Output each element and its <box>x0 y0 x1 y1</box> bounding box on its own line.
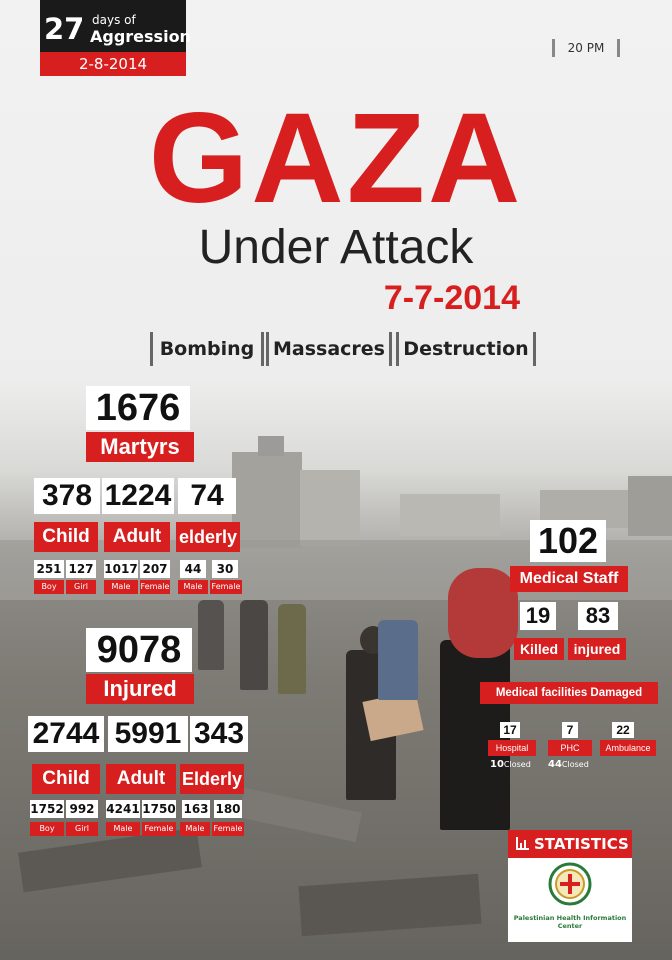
hospital-closed <box>490 758 531 772</box>
days-label: days of <box>92 13 136 27</box>
martyrs-elderly-female-count: 30 <box>212 560 238 578</box>
injured-elderly-count: 343 <box>190 716 248 752</box>
days-counter <box>40 0 191 52</box>
medical-killed-label: Killed <box>514 638 564 660</box>
martyrs-label: Martyrs <box>86 432 194 462</box>
martyrs-boy-label: Boy <box>34 580 64 594</box>
martyrs-adult-male-label: Male <box>104 580 138 594</box>
ambulance-label: Ambulance <box>600 740 656 756</box>
injured-girl-label: Girl <box>66 822 98 836</box>
injured-elderly-male-label: Male <box>180 822 210 836</box>
phc-count: 7 <box>562 722 578 738</box>
phc-closed <box>548 758 589 772</box>
injured-girl-count: 992 <box>66 800 98 818</box>
chart-icon <box>516 831 530 859</box>
hospital-label: Hospital <box>488 740 536 756</box>
main-title: GAZA <box>148 87 524 230</box>
injured-adult-male-count: 4241 <box>106 802 140 816</box>
martyrs-adult-label: Adult <box>104 522 170 552</box>
days-count: 27 <box>44 12 85 46</box>
tag-destruction: Destruction <box>396 332 536 366</box>
martyrs-elderly-male-label: Male <box>178 580 208 594</box>
subtitle: Under Attack <box>198 221 474 274</box>
hospital-count: 17 <box>500 722 520 738</box>
injured-child-count: 2744 <box>28 716 104 752</box>
martyrs-total: 1676 <box>86 386 190 430</box>
medical-label: Medical Staff <box>510 566 628 592</box>
statistics-label: STATISTICS <box>534 835 629 853</box>
hospital-closed-count: 10 <box>490 759 504 770</box>
martyrs-child-count: 378 <box>34 478 100 514</box>
martyrs-adult-female-label: Female <box>140 580 170 594</box>
tag-massacres: Massacres <box>266 332 392 366</box>
martyrs-elderly-female-label: Female <box>210 580 242 594</box>
injured-boy-label: Boy <box>30 822 64 836</box>
phc-closed-label: Closed <box>561 760 589 769</box>
medical-killed-count: 19 <box>520 602 556 630</box>
martyrs-adult-female-count: 207 <box>140 560 170 578</box>
phc-label: PHC <box>548 740 592 756</box>
martyrs-elderly-label: elderly <box>176 522 240 552</box>
ambulance-count: 22 <box>612 722 634 738</box>
injured-adult-female-count: 1750 <box>142 802 176 816</box>
martyrs-elderly-male-count: 44 <box>180 560 206 578</box>
start-date: 7-7-2014 <box>383 279 520 317</box>
aggression-label: Aggression <box>90 27 191 46</box>
martyrs-adult-male-count: 1017 <box>104 562 138 576</box>
martyrs-adult-count: 1224 <box>102 478 174 514</box>
injured-elderly-male-count: 163 <box>183 802 209 816</box>
injured-elderly-female-label: Female <box>212 822 244 836</box>
injured-adult-count: 5991 <box>108 716 188 752</box>
injured-adult-male-label: Male <box>106 822 140 836</box>
time-label: 20 PM <box>552 39 620 57</box>
center-name: Palestinian Health Information Center <box>513 914 627 930</box>
injured-adult-female-label: Female <box>142 822 176 836</box>
injured-elderly-label: Elderly <box>180 764 244 794</box>
current-date: 2-8-2014 <box>40 52 186 76</box>
tag-bombing: Bombing <box>150 332 264 366</box>
injured-child-label: Child <box>32 764 100 794</box>
injured-adult-label: Adult <box>106 764 176 794</box>
injured-boy-count: 1752 <box>30 802 64 816</box>
facilities-label: Medical facilities Damaged <box>480 682 658 704</box>
statistics-bar <box>508 830 632 858</box>
martyrs-child-label: Child <box>34 522 98 552</box>
hospital-closed-label: Closed <box>503 760 531 769</box>
center-emblem-icon <box>548 862 592 906</box>
martyrs-girl-count: 127 <box>66 560 96 578</box>
phc-closed-count: 44 <box>548 759 562 770</box>
injured-elderly-female-count: 180 <box>215 802 241 816</box>
injured-label: Injured <box>86 674 194 704</box>
martyrs-elderly-count: 74 <box>178 478 236 514</box>
martyrs-girl-label: Girl <box>66 580 96 594</box>
medical-injured-count: 83 <box>578 602 618 630</box>
injured-total: 9078 <box>86 628 192 672</box>
martyrs-boy-count: 251 <box>34 560 64 578</box>
medical-injured-label: injured <box>568 638 626 660</box>
center-logo-box <box>508 858 632 942</box>
medical-total: 102 <box>530 520 606 562</box>
